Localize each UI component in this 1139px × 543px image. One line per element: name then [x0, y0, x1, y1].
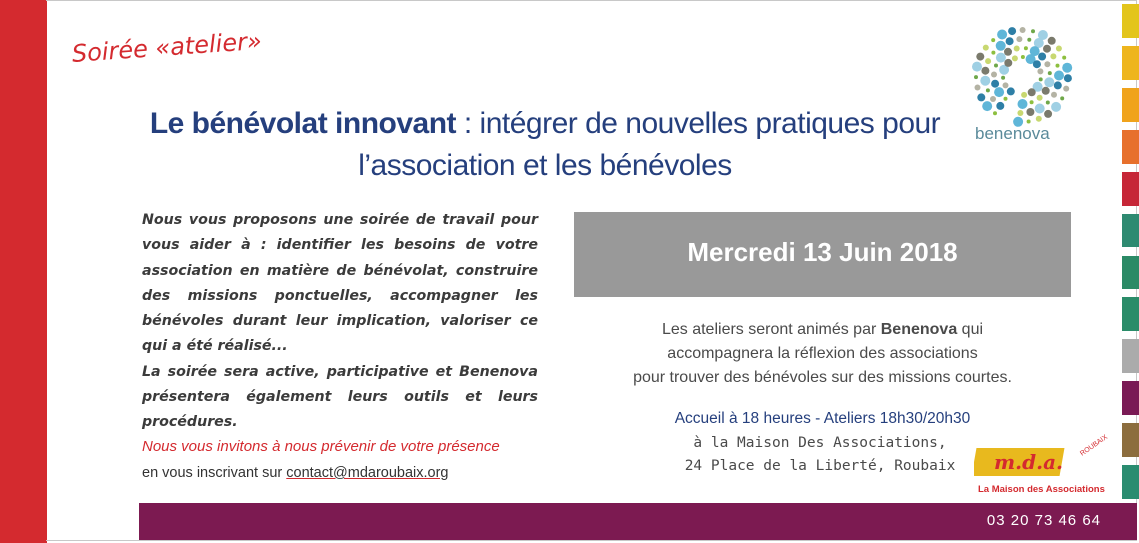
- desc-line1-suffix: qui: [957, 321, 984, 338]
- logo-dot: [1014, 46, 1020, 52]
- invite-text: Nous vous invitons à nous prévenir de votre présence: [142, 438, 500, 455]
- logo-dot: [1012, 55, 1018, 61]
- logo-dot: [1021, 55, 1025, 59]
- logo-dot: [994, 87, 1004, 97]
- logo-dot: [1054, 81, 1062, 89]
- logo-dot: [976, 53, 984, 61]
- logo-dot: [996, 41, 1006, 51]
- logo-dot: [1046, 101, 1050, 105]
- logo-dot: [1048, 71, 1052, 75]
- logo-dot: [991, 38, 995, 42]
- color-stripe: [1122, 339, 1139, 373]
- logo-dot: [1044, 110, 1052, 118]
- logo-dot: [1044, 77, 1054, 87]
- logo-dot: [1036, 116, 1042, 122]
- logo-dot: [1031, 29, 1035, 33]
- intro-paragraph-1: Nous vous proposons une soirée de travail pour vous aider à : identifier les besoins de votre association en matière de bénévolat, construire des missions ponctuelles, accompagner les bénévoles durant leur implication, valoriser ce qui a été réalisé...: [142, 212, 538, 355]
- page-title: [130, 103, 960, 187]
- mda-logo-icon: [974, 428, 1116, 498]
- logo-dot: [1033, 60, 1041, 68]
- title-line2: l’association et les bénévoles: [358, 149, 732, 182]
- color-stripe: [1122, 423, 1139, 457]
- color-stripe: [1122, 4, 1139, 38]
- logo-dot: [1056, 46, 1062, 52]
- event-tag: Soirée «atelier»: [71, 26, 263, 68]
- desc-benenova: Benenova: [880, 321, 958, 338]
- logo-dot: [1008, 27, 1016, 35]
- logo-dot: [972, 62, 982, 72]
- mda-logo-caption: La Maison des Associations: [978, 484, 1105, 495]
- logo-dot: [1024, 46, 1028, 50]
- logo-dot: [982, 101, 992, 111]
- logo-dot: [1020, 27, 1026, 33]
- intro-paragraph-2: La soirée sera active, participative et Benenova présentera également leurs outils et leurs procédures.: [142, 363, 538, 431]
- logo-dot: [1021, 92, 1027, 98]
- mda-logo-city: ROUBAIX: [1079, 433, 1109, 458]
- logo-dot: [996, 102, 1004, 110]
- logo-dot: [986, 88, 990, 92]
- schedule-text: Accueil à 18 heures - Ateliers 18h30/20h30: [674, 410, 971, 427]
- logo-dot: [1018, 99, 1028, 109]
- logo-dot: [1051, 92, 1057, 98]
- benenova-logo-text: benenova: [975, 124, 1050, 143]
- logo-dot: [1003, 82, 1009, 88]
- color-stripe: [1122, 88, 1139, 122]
- title-bold: Le bénévolat innovant: [149, 107, 457, 140]
- logo-dot: [983, 45, 989, 51]
- logo-dot: [1004, 48, 1012, 56]
- register-prefix: en vous inscrivant sur: [142, 465, 287, 481]
- logo-dot: [1063, 86, 1069, 92]
- desc-line1-prefix: Les ateliers seront animés par: [661, 321, 881, 338]
- logo-dot: [994, 64, 998, 68]
- logo-dot: [977, 93, 985, 101]
- color-stripe: [1122, 381, 1139, 415]
- phone-number: 03 20 73 46 64: [986, 512, 1101, 529]
- logo-dot: [1035, 104, 1045, 114]
- logo-dot: [1028, 88, 1036, 96]
- logo-dot: [1062, 63, 1072, 73]
- logo-dot: [1016, 36, 1022, 42]
- logo-dot: [985, 58, 991, 64]
- logo-dot: [1062, 56, 1066, 60]
- desc-line3: pour trouver des bénévoles sur des missions courtes.: [633, 369, 1012, 386]
- left-accent-bar: [0, 0, 47, 543]
- color-stripe: [1122, 256, 1139, 290]
- logo-dot: [1064, 74, 1072, 82]
- color-stripe: [1122, 46, 1139, 80]
- logo-dot: [1030, 100, 1034, 104]
- color-stripe: [1122, 465, 1139, 499]
- color-stripes: [1122, 0, 1139, 503]
- logo-dot: [974, 75, 978, 79]
- logo-dot: [990, 96, 996, 102]
- logo-dot: [980, 76, 990, 86]
- address-line2: 24 Place de la Liberté, Roubaix: [684, 458, 956, 474]
- event-description: [574, 318, 1071, 390]
- logo-dot: [991, 72, 997, 78]
- logo-dot: [1026, 108, 1034, 116]
- color-stripe: [1122, 214, 1139, 248]
- logo-dot: [996, 53, 1006, 63]
- color-stripe: [1122, 297, 1139, 331]
- logo-dot: [981, 67, 989, 75]
- intro-text: [142, 208, 538, 436]
- title-rest: : intégrer de nouvelles pratiques pour: [456, 107, 941, 140]
- logo-dot: [991, 80, 999, 88]
- logo-dot: [1054, 71, 1064, 81]
- event-date-box: [574, 212, 1071, 297]
- desc-line2: accompagnera la réflexion des associations: [667, 345, 978, 362]
- event-date: Mercredi 13 Juin 2018: [687, 237, 958, 267]
- register-line: [142, 465, 448, 481]
- logo-dot: [991, 51, 995, 55]
- logo-dot: [1006, 37, 1014, 45]
- logo-dot: [1039, 77, 1043, 81]
- logo-dot: [993, 111, 997, 115]
- email-link[interactable]: contact@mdaroubaix.org: [286, 465, 449, 481]
- logo-dot: [1042, 87, 1050, 95]
- logo-dot: [1060, 96, 1064, 100]
- logo-dot: [975, 85, 981, 91]
- color-stripe: [1122, 130, 1139, 164]
- logo-dot: [1056, 64, 1060, 68]
- logo-dot: [1051, 102, 1061, 112]
- logo-dot: [1037, 95, 1043, 101]
- logo-dot: [1043, 45, 1051, 53]
- logo-dot: [1007, 87, 1015, 95]
- logo-dot: [1017, 110, 1023, 116]
- logo-dot: [1048, 37, 1056, 45]
- logo-dot: [997, 30, 1007, 40]
- logo-dot: [1001, 76, 1005, 80]
- logo-dot: [1037, 68, 1043, 74]
- address-line1: à la Maison Des Associations,: [693, 435, 947, 451]
- logo-dot: [1050, 53, 1056, 59]
- logo-dot: [1004, 97, 1008, 101]
- color-stripe: [1122, 172, 1139, 206]
- footer-bar: [139, 503, 1137, 540]
- logo-dot: [1004, 59, 1012, 67]
- logo-dot: [1038, 53, 1046, 61]
- mda-logo-letters: m.d.a.: [994, 450, 1063, 474]
- logo-dot: [1027, 38, 1031, 42]
- logo-dot: [1027, 120, 1031, 124]
- logo-dot: [1044, 61, 1050, 67]
